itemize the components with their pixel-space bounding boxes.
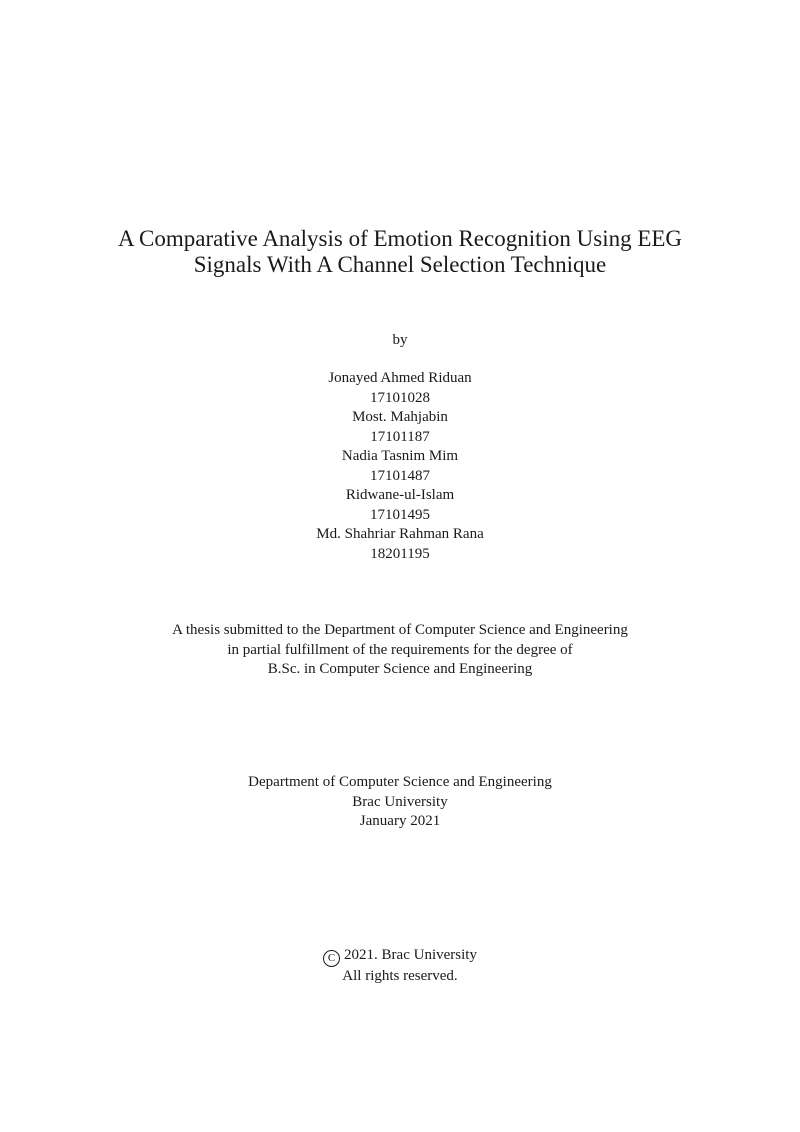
statement-line-3: B.Sc. in Computer Science and Engineering (267, 661, 533, 677)
degree-statement (0, 621, 800, 680)
author-name: Jonayed Ahmed Riduan (328, 370, 472, 386)
university-name: Brac University (352, 793, 448, 810)
author-list (0, 369, 800, 564)
rights-reserved: All rights reserved. (342, 968, 458, 984)
copyright-icon: C (323, 950, 340, 967)
affiliation (0, 773, 800, 832)
copyright-notice (0, 946, 800, 987)
author-name: Ridwane-ul-Islam (345, 487, 455, 503)
author-id: 17101028 (370, 389, 430, 406)
author-name: Md. Shahriar Rahman Rana (316, 526, 484, 542)
statement-line-2: in partial fulfillment of the requirements for the degree of (227, 641, 573, 658)
thesis-title (0, 226, 800, 278)
submission-date: January 2021 (359, 813, 441, 829)
copyright-line (0, 946, 800, 967)
by-label: by (392, 332, 408, 348)
author-name: Nadia Tasnim Mim (341, 448, 459, 464)
author-id: 17101487 (370, 467, 430, 484)
statement-line-1: A thesis submitted to the Department of Computer Science and Engineering (172, 622, 628, 638)
department-name: Department of Computer Science and Engineering (248, 774, 552, 790)
author-id: 17101187 (370, 428, 430, 445)
author-id: 17101495 (370, 506, 430, 523)
title-line-1: A Comparative Analysis of Emotion Recognition Using EEG (117, 226, 683, 251)
copyright-text: 2021. Brac University (344, 947, 477, 963)
author-id: 18201195 (370, 545, 430, 562)
author-name: Most. Mahjabin (352, 409, 448, 425)
title-line-2: Signals With A Channel Selection Technique (193, 252, 607, 277)
